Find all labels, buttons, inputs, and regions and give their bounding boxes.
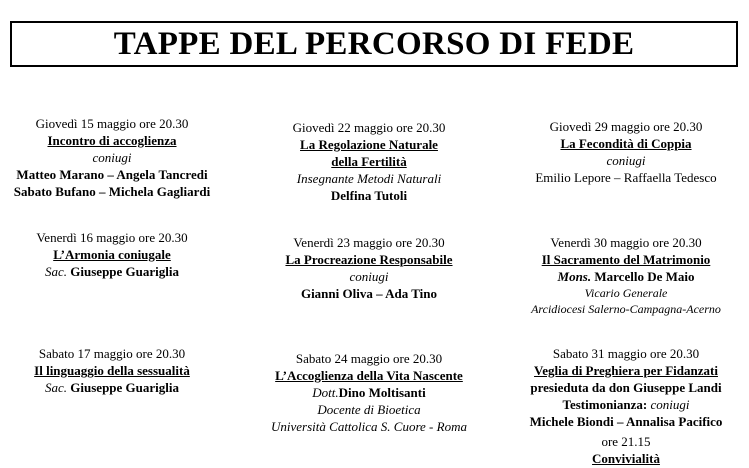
speaker-title: Dott. [312,385,339,400]
event-title: Incontro di accoglienza [47,133,177,148]
event-date: Venerdì 30 maggio ore 20.30 [550,235,702,250]
event-giovedi-29 [501,118,749,186]
event-title: Il Sacramento del Matrimonio [541,252,711,267]
speaker-affiliation: Università Cattolica S. Cuore - Roma [271,419,467,434]
speaker-role: coniugi [92,150,132,165]
second-time: ore 21.15 [601,434,651,449]
event-date: Sabato 24 maggio ore 20.30 [295,351,443,366]
final-event-title: Convivialità [592,451,660,466]
event-title: La Fecondità di Coppia [560,136,692,151]
speaker-name: Delfina Tutoli [330,188,408,203]
speaker-names: Michele Biondi – Annalisa Pacifico [529,414,723,429]
speaker-name: Dino Moltisanti [338,385,426,400]
event-title: La Regolazione Naturale [300,137,438,152]
page-title: TAPPE DEL PERCORSO DI FEDE [113,25,635,62]
event-giovedi-15 [0,115,237,200]
speaker-role: coniugi [650,397,690,412]
speaker-role: Docente di Bioetica [317,402,421,417]
speaker-names: Sabato Bufano – Michela Gagliardi [13,184,211,199]
speaker-title: Mons. [557,269,592,284]
event-venerdi-16 [0,229,237,280]
speaker-role: coniugi [349,269,389,284]
event-title: Veglia di Preghiera per Fidanzati [534,363,718,378]
event-date: Sabato 31 maggio ore 20.30 [552,346,700,361]
event-date: Giovedì 22 maggio ore 20.30 [292,120,446,135]
event-title: Il linguaggio della sessualità [34,363,190,378]
event-venerdi-30 [501,234,749,317]
speaker-name: Giuseppe Guariglia [70,380,179,395]
event-title: L’Accoglienza della Vita Nascente [275,368,463,383]
title-box [10,21,738,67]
event-sabato-31 [501,345,749,467]
testimony-label: Testimonianza: [562,397,648,412]
speaker-affiliation: Arcidiocesi Salerno-Campagna-Acerno [531,302,721,316]
speaker-title: Sac. [45,380,68,395]
event-date: Giovedì 15 maggio ore 20.30 [35,116,189,131]
speaker-name: Marcello De Maio [594,269,695,284]
event-date: Venerdì 16 maggio ore 20.30 [36,230,188,245]
event-giovedi-22 [244,119,494,204]
speaker-names: Matteo Marano – Angela Tancredi [16,167,208,182]
speaker-names: Emilio Lepore – Raffaella Tedesco [535,170,717,185]
event-date: Sabato 17 maggio ore 20.30 [38,346,186,361]
speaker-role: Vicario Generale [584,286,668,300]
event-sabato-17 [0,345,237,396]
speaker-title: Sac. [45,264,68,279]
speaker-role: coniugi [606,153,646,168]
speaker-name: Giuseppe Guariglia [70,264,179,279]
speaker-names: Gianni Oliva – Ada Tino [300,286,438,301]
presider-line: presieduta da don Giuseppe Landi [530,380,722,395]
event-date: Venerdì 23 maggio ore 20.30 [293,235,445,250]
event-date: Giovedì 29 maggio ore 20.30 [549,119,703,134]
speaker-role: Insegnante Metodi Naturali [296,171,442,186]
event-title: L’Armonia coniugale [53,247,171,262]
event-title: La Procreazione Responsabile [285,252,453,267]
event-venerdi-23 [244,234,494,302]
event-title-2: della Fertilità [331,154,407,169]
event-sabato-24 [244,350,494,435]
